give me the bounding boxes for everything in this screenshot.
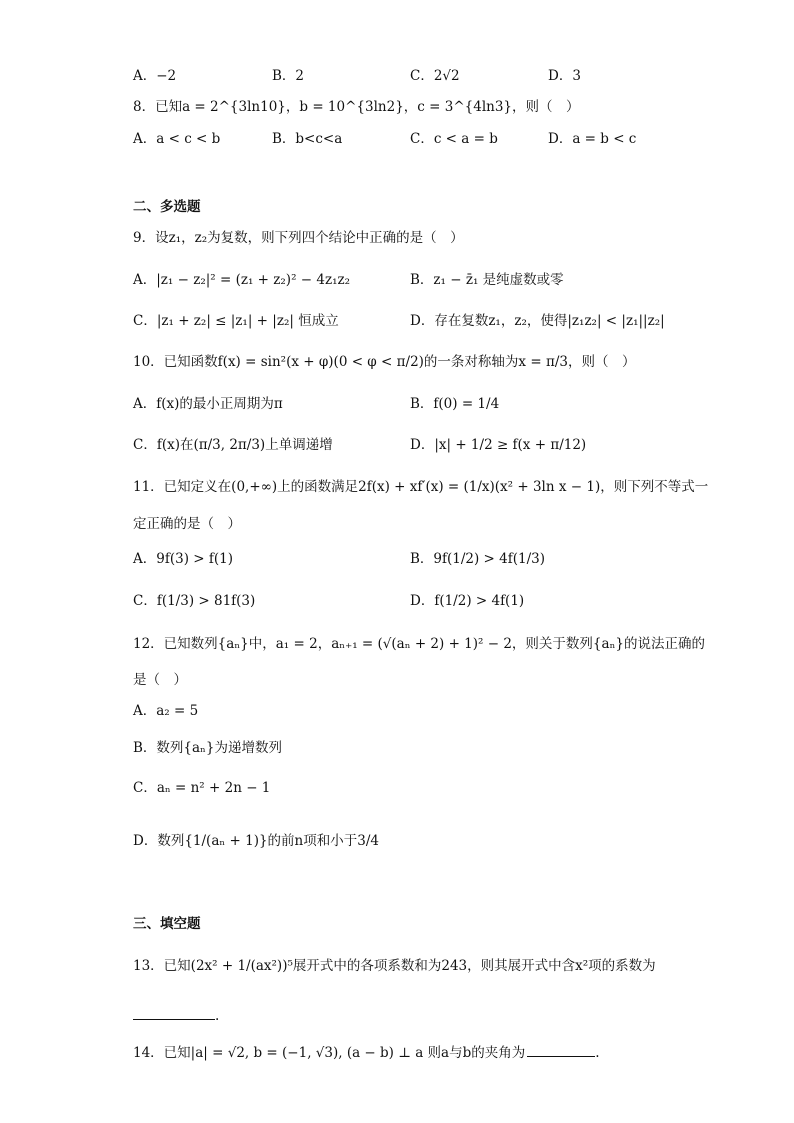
q11-option-b: B．9f(1/2) > 4f(1/3)	[410, 551, 546, 567]
q12-stem-line1: 12．已知数列{aₙ}中，a₁ = 2，aₙ₊₁ = (√(aₙ + 2) + 1)² − 2，则关于数列{aₙ}的说法正确的	[133, 636, 705, 652]
q11-option-d: D．f(1/2) > 4f(1)	[410, 593, 525, 609]
q12-option-c: C．aₙ = n² + 2n − 1	[133, 780, 271, 796]
q7-option-b: B．2	[272, 68, 305, 84]
q9-option-b: B．z₁ − z̄₁ 是纯虚数或零	[410, 272, 564, 288]
q13-answer-row	[133, 1005, 219, 1025]
q11-stem-line2: 定正确的是（ ）	[133, 516, 241, 532]
q10-option-c: C．f(x)在(π/3, 2π/3)上单调递增	[133, 437, 333, 453]
q9-option-c: C．|z₁ + z₂| ≤ |z₁| + |z₂| 恒成立	[133, 313, 339, 329]
q8-option-a: A．a < c < b	[133, 131, 221, 147]
q14-row	[133, 1042, 600, 1062]
section-title-multiple-choice: 二、多选题	[133, 199, 201, 215]
q12-option-a: A．a₂ = 5	[133, 703, 199, 719]
q12-option-d: D．数列{1/(aₙ + 1)}的前n项和小于3/4	[133, 833, 379, 849]
q9-option-d: D．存在复数z₁，z₂，使得|z₁z₂| < |z₁||z₂|	[410, 313, 665, 329]
q14-tail: .	[595, 1045, 600, 1061]
q8-option-c: C．c < a = b	[410, 131, 498, 147]
q7-option-a: A．−2	[133, 68, 177, 84]
q8-option-d: D．a = b < c	[548, 131, 637, 147]
q8-stem: 8．已知a = 2^{3ln10}，b = 10^{3ln2}，c = 3^{4ln3}，则（ ）	[133, 99, 580, 115]
q11-option-c: C．f(1/3) > 81f(3)	[133, 593, 256, 609]
q9-stem: 9．设z₁，z₂为复数，则下列四个结论中正确的是（ ）	[133, 230, 464, 246]
q13-stem: 13．已知(2x² + 1/(ax²))⁵展开式中的各项系数和为243，则其展开式中含x²项的系数为	[133, 958, 656, 974]
q12-stem-line2: 是（ ）	[133, 672, 187, 688]
q10-stem: 10．已知函数f(x) = sin²(x + φ)(0 < φ < π/2)的一条对称轴为x = π/3，则（ ）	[133, 354, 636, 370]
q14-answer-blank[interactable]	[527, 1042, 595, 1057]
q12-option-b: B．数列{aₙ}为递增数列	[133, 740, 282, 756]
q9-option-a: A．|z₁ − z₂|² = (z₁ + z₂)² − 4z₁z₂	[133, 272, 351, 288]
q10-option-a: A．f(x)的最小正周期为π	[133, 396, 283, 412]
q11-stem-line1: 11．已知定义在(0,+∞)上的函数满足2f(x) + xf′(x) = (1/x)(x² + 3ln x − 1)，则下列不等式一	[133, 479, 709, 495]
q8-option-b: B．b<c<a	[272, 131, 343, 147]
q10-option-b: B．f(0) = 1/4	[410, 396, 500, 412]
q13-tail: .	[215, 1008, 220, 1024]
q13-answer-blank[interactable]	[133, 1005, 215, 1020]
q11-option-a: A．9f(3) > f(1)	[133, 551, 233, 567]
q7-option-d: D．3	[548, 68, 581, 84]
section-title-fill-in: 三、填空题	[133, 916, 201, 932]
q14-stem: 14．已知|a| = √2, b = (−1, √3), (a − b) ⊥ a 则a与b的夹角为	[133, 1045, 526, 1061]
q10-option-d: D．|x| + 1/2 ≥ f(x + π/12)	[410, 437, 587, 453]
q7-option-c: C．2√2	[410, 68, 460, 84]
